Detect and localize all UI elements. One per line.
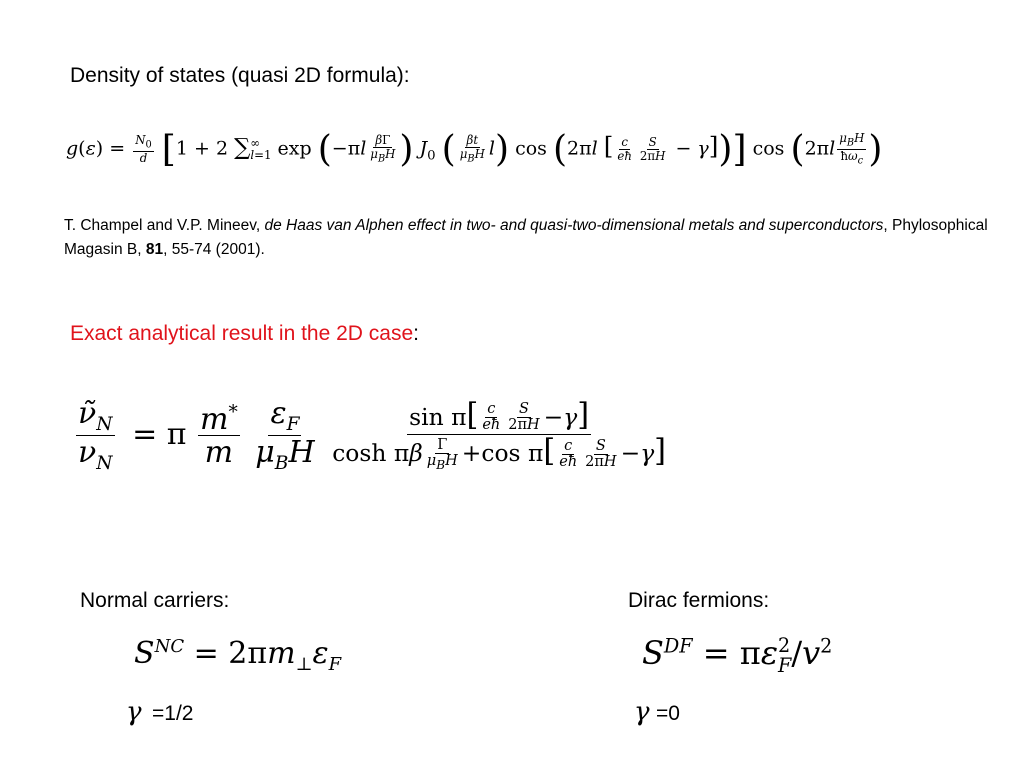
reference-pages: , 55-74 (2001). bbox=[163, 241, 265, 258]
gamma-normal-value: =1/2 bbox=[152, 702, 194, 725]
heading-exact-result-red: Exact analytical result in the 2D case bbox=[70, 322, 414, 345]
label-normal-carriers: Normal carriers: bbox=[80, 589, 230, 612]
reference-citation bbox=[64, 214, 994, 262]
label-dirac-fermions: Dirac fermions: bbox=[628, 589, 770, 612]
gamma-normal bbox=[126, 697, 193, 727]
heading-exact-result-colon: : bbox=[413, 322, 420, 345]
equation-s-dirac: $S^{DF} = \pi\varepsilon$ 2 F $/v^2$ bbox=[642, 634, 833, 677]
reference-title: de Haas van Alphen effect in two- and quasi-two-dimensional metals and superconductors bbox=[264, 217, 884, 234]
equation-s-normal: $S^{NC} = 2\pi m_\perp\varepsilon_F$ bbox=[134, 636, 342, 675]
reference-journal: , Phylosophical Magasin B, bbox=[64, 217, 988, 258]
reference-volume: 81 bbox=[145, 241, 164, 258]
gamma-symbol-icon: γ bbox=[126, 697, 142, 727]
gamma-dirac bbox=[634, 697, 680, 727]
heading-exact-result bbox=[70, 322, 419, 346]
gamma-dirac-value: =0 bbox=[656, 702, 680, 725]
equation-density-of-states: g(ε) = $\frac{N_0}{d}$ [1 + 2 ∑ ∞ l=1 exp (−πl $\frac{\beta\Gamma}{\mu_BH}$ ) $J_0$ ( $\frac{\beta t}{\mu_BH}$ l) cos (2πl [ $\frac{c}{eħ}$ $\frac{S}{2\pi H}$ − γ])] cos (2πl $\frac{\mu_BH}{ħ\omega_c}$ ) bbox=[66, 128, 883, 170]
reference-authors: T. Champel and V.P. Mineev, bbox=[64, 217, 265, 234]
equation-exact-2d: $\frac{\nũ_N}{\nu_N}$ = π $\frac{m^*}{m}$ $\frac{\varepsilon_F}{\mu_BH}$ sin π[ $\frac{c}{eħ}$ $\frac{S}{2\pi H}$ −γ] cosh πβ $\frac{\Gamma}{\mu_BH}$ +cos π[ $\frac{c}{eħ}$ $\frac{S}{2\pi H}$ −γ] bbox=[78, 396, 667, 474]
gamma-symbol-icon: γ bbox=[634, 697, 650, 727]
heading-density-of-states: Density of states (quasi 2D formula): bbox=[70, 64, 410, 87]
